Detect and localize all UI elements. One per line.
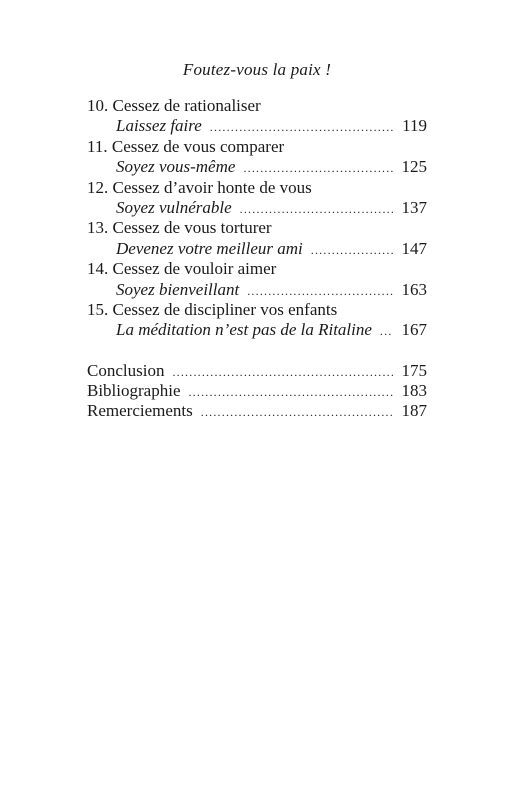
chapter-title: 13. Cessez de vous torturer [87,218,272,238]
chapter-title: 10. Cessez de rationaliser [87,96,261,115]
back-matter-label: Bibliographie [87,381,181,401]
page-number: 125 [401,157,427,177]
toc-entry-bibliographie [87,381,427,401]
dot-leader [188,382,393,402]
toc-entry [87,157,427,177]
page-number: 187 [401,401,427,421]
toc-entry [87,116,427,136]
page-number: 167 [401,320,427,340]
dot-leader [201,402,393,422]
toc-entry [87,280,427,300]
running-head: Foutez-vous la paix ! [182,60,332,79]
chapter-title: 11. Cessez de vous comparer [87,136,285,156]
dot-leader [243,158,393,178]
dot-leader [380,321,393,341]
chapter-subtitle: Soyez bienveillant [116,279,240,299]
chapter-subtitle: Soyez vulnérable [116,197,232,217]
back-matter-label: Remerciements [87,401,193,421]
chapter-subtitle: La méditation n’est pas de la Ritaline [116,320,372,340]
toc-entry [87,239,427,259]
dot-leader [240,199,393,219]
back-matter-label: Conclusion [87,360,165,380]
toc-entry [87,198,427,218]
toc-entry [87,320,427,340]
page-number: 183 [401,381,427,401]
dot-leader [210,117,393,137]
table-of-contents [87,96,427,422]
dot-leader [247,281,393,301]
dot-leader [311,240,393,260]
chapter-title: 12. Cessez d’avoir honte de vous [87,177,312,197]
page-number: 175 [401,360,427,380]
section-gap [87,341,427,361]
chapter-title: 15. Cessez de discipliner vos enfants [87,299,338,319]
page-number: 163 [401,279,427,299]
page-number: 137 [401,197,427,217]
chapter-subtitle: Devenez votre meilleur ami [116,238,303,258]
page-number: 147 [401,238,427,258]
dot-leader [172,362,393,382]
toc-entry-conclusion [87,361,427,381]
chapter-title: 14. Cessez de vouloir aimer [87,259,277,279]
page-number: 119 [402,116,427,136]
chapter-subtitle: Laissez faire [116,116,202,136]
toc-entry-remerciements [87,401,427,421]
chapter-subtitle: Soyez vous-même [116,157,236,177]
